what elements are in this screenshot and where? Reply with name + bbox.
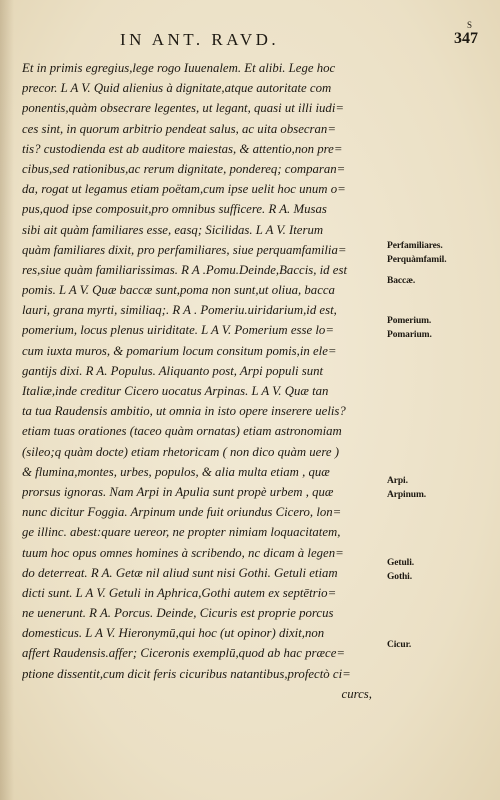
- text-line: pomis. L A V. Quæ baccæ sunt,poma non sunt,ut oliua, bacca: [22, 283, 335, 298]
- text-line: affert Raudensis.affer; Ciceronis exemplū,quod ab hac præce=: [22, 646, 346, 661]
- text-line: ne uenerunt. R A. Porcus. Deinde, Cicuris est proprie porcus: [22, 606, 334, 621]
- text-line: ge illinc. abest:quare uereor, ne propter nimiam loquacitatem,: [22, 525, 341, 540]
- text-line: & flumina,montes, urbes, populos, & alia multa etiam , quæ: [22, 464, 330, 479]
- margin-note: Perfamiliares.: [387, 241, 443, 251]
- margin-note: Pomarium.: [387, 330, 432, 340]
- margin-note: Baccæ.: [387, 276, 416, 286]
- text-line: ptione dissentit,cum dicit feris cicuribus natantibus,profectò ci=: [22, 666, 351, 681]
- text-line-catchword: curcs,: [341, 686, 372, 701]
- text-line: tis? custodienda est ab auditore maiestas, & attentio,non pre=: [22, 141, 343, 156]
- text-line: (sileo;q quàm docte) etiam rhetoricam ( non dico quàm uere ): [22, 444, 340, 459]
- text-line: pomerium, locus plenus uiriditate. L A V. Pomerium esse lo=: [22, 323, 334, 338]
- text-line: Et in primis egregius,lege rogo Iuuenalem. Et alibi. Lege hoc: [22, 61, 336, 75]
- page-number: 347: [454, 30, 478, 47]
- text-line: cibus,sed rationibus,ac rerum dignitate, pondereq; comparan=: [22, 161, 346, 176]
- text-line: ces sint, in quorum arbitrio pendeat salus, ac uita obsecran=: [22, 121, 336, 136]
- body-text: [22, 58, 382, 704]
- text-line: Italiæ,inde creditur Cicero uocatus Arpinas. L A V. Quæ tan: [22, 384, 329, 398]
- text-line: quàm familiares dixit, pro perfamiliares, siue perquamfamilia=: [22, 242, 347, 257]
- running-head: IN ANT. RAVD.: [120, 30, 280, 49]
- text-line: lauri, grana myrti, similiaq;. R A . Pomeriu.uiridarium,id est,: [22, 303, 337, 318]
- signature-mark: S: [466, 20, 472, 30]
- text-line: nunc dicitur Foggia. Arpinum unde fuit oriundus Cicero, lon=: [22, 505, 342, 520]
- text-line: da, rogat ut legamus etiam poëtam,cum ipse uelit hoc unum o=: [22, 182, 346, 197]
- margin-note: Gothi.: [387, 572, 413, 582]
- text-line: dicti sunt. L A V. Getuli in Aphrica,Gothi autem ex septētrio=: [22, 585, 337, 600]
- text-line: gantijs dixi. R A. Populus. Aliquanto post, Arpi populi sunt: [22, 363, 324, 378]
- margin-note: Getuli.: [387, 558, 415, 568]
- text-line: ta tua Raudensis ambitio, ut omnia in isto opere inserere uelis?: [22, 404, 346, 419]
- text-line: sibi ait quàm familiares esse, easq; Sicilidas. L A V. Iterum: [22, 222, 324, 237]
- text-line: domesticus. L A V. Hieronymū,qui hoc (ut opinor) dixit,non: [22, 626, 325, 641]
- margin-note: Perquàmfamil.: [387, 255, 447, 265]
- text-line: etiam tuas orationes (taceo quàm ornatas) etiam astronomiam: [22, 424, 342, 439]
- text-line: do deterreat. R A. Getæ nil aliud sunt nisi Gothi. Getuli etiam: [22, 565, 338, 580]
- text-line: cum iuxta muros, & pomarium locum consitum pomis,in ele=: [22, 343, 337, 358]
- margin-note: Arpi.: [387, 476, 408, 486]
- text-line: tuum hoc opus omnes homines à scribendo, nc dicam à legen=: [22, 545, 344, 560]
- text-line: res,siue quàm familiarissimas. R A .Pomu.Deinde,Baccis, id est: [22, 262, 347, 277]
- margin-note: Pomerium.: [387, 316, 432, 326]
- text-line: pus,quod ipse composuit,pro omnibus sufficere. R A. Musas: [22, 202, 327, 217]
- margin-note: Arpinum.: [387, 490, 427, 500]
- text-line: prorsus ignoras. Nam Arpi in Apulia sunt propè urbem , quæ: [22, 484, 334, 499]
- margin-note: Cicur.: [387, 640, 412, 650]
- page-header: [20, 20, 488, 54]
- text-line: ponentis,quàm obsecrare legentes, ut legant, quasi ut illi iudi=: [22, 101, 345, 116]
- text-line: precor. L A V. Quid alienius à dignitate,atque autoritate com: [22, 81, 332, 96]
